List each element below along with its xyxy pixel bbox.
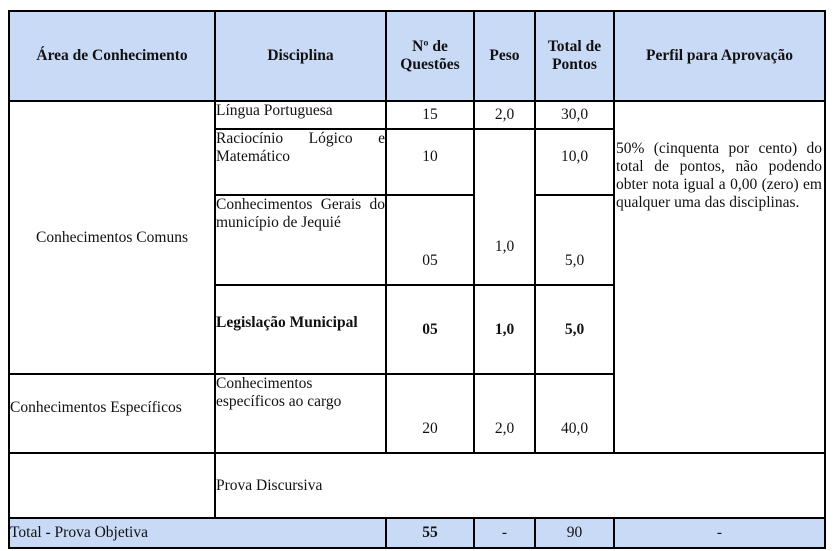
header-questoes [386, 11, 474, 101]
header-area: Área de Conhecimento [9, 11, 215, 101]
header-row [9, 11, 825, 101]
discursiva-area-cell [9, 453, 215, 518]
header-questoes-label: Nº de Questões [400, 38, 460, 73]
disciplina-cell: Língua Portuguesa [215, 101, 386, 129]
perfil-text: 50% (cinquenta por cento) do total de pontos, não podendo obter nota igual a 0,00 (zero) em qualquer uma das disciplinas. [616, 140, 822, 211]
total-cell: 5,0 [535, 285, 614, 374]
header-peso: Peso [474, 11, 535, 101]
table-row [9, 101, 825, 129]
questoes-cell: 05 [386, 285, 474, 374]
total-cell: 40,0 [535, 374, 614, 453]
header-total [535, 11, 614, 101]
questoes-cell: 15 [386, 101, 474, 129]
header-total-label: Total de Pontos [547, 38, 602, 73]
total-cell: 10,0 [535, 129, 614, 195]
perfil-cell [614, 101, 825, 453]
disciplina-cell: Raciocínio Lógico e Matemático [215, 129, 386, 195]
peso-cell: 1,0 [474, 129, 535, 285]
disciplina-cell: Conhecimentos Gerais do município de Jequié [215, 195, 386, 285]
area-cell: Conhecimentos Específicos [9, 374, 215, 453]
questoes-cell: 20 [386, 374, 474, 453]
header-perfil: Perfil para Aprovação [614, 11, 825, 101]
footer-questoes: 55 [386, 518, 474, 548]
peso-cell: 2,0 [474, 374, 535, 453]
discursiva-row [9, 453, 825, 518]
footer-perfil: - [614, 518, 825, 548]
footer-total: 90 [535, 518, 614, 548]
disciplina-cell: Conhecimentos específicos ao cargo [215, 374, 386, 453]
footer-peso: - [474, 518, 535, 548]
disciplina-cell: Legislação Municipal [215, 285, 386, 374]
peso-cell: 2,0 [474, 101, 535, 129]
footer-row [9, 518, 825, 548]
discursiva-label: Prova Discursiva [215, 453, 825, 518]
header-disciplina: Disciplina [215, 11, 386, 101]
questoes-cell: 10 [386, 129, 474, 195]
exam-structure-table [8, 10, 826, 549]
peso-cell: 1,0 [474, 285, 535, 374]
questoes-cell: 05 [386, 195, 474, 285]
area-cell: Conhecimentos Comuns [9, 101, 215, 374]
footer-label: Total - Prova Objetiva [9, 518, 386, 548]
total-cell: 30,0 [535, 101, 614, 129]
total-cell: 5,0 [535, 195, 614, 285]
